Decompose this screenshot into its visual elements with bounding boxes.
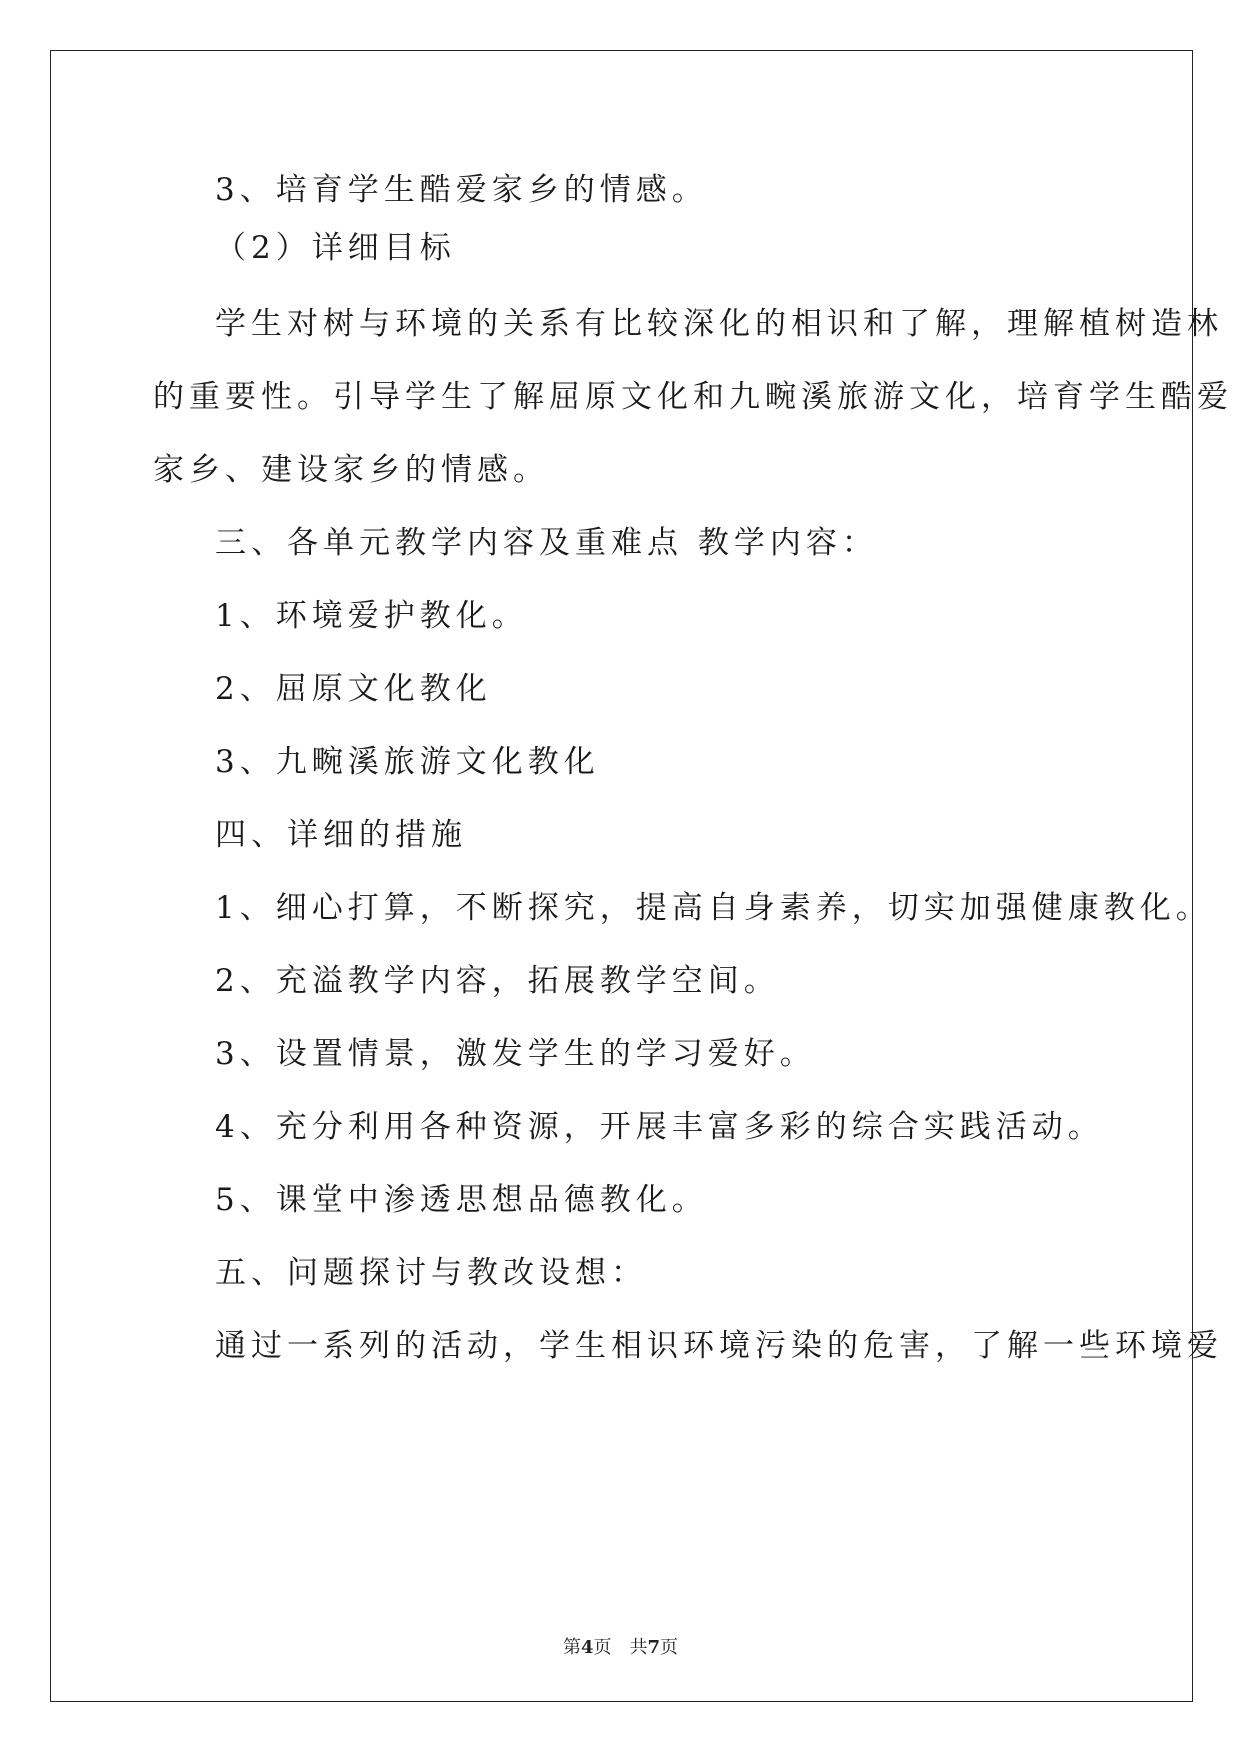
paragraph-line: 四、详细的措施 — [215, 817, 467, 853]
footer-total-suffix: 页 — [660, 1637, 679, 1658]
paragraph-line: 五、问题探讨与教改设想： — [215, 1255, 647, 1291]
page-border — [50, 50, 1193, 1702]
current-page-number: 4 — [580, 1637, 594, 1658]
paragraph-line: 3、培育学生酷爱家乡的情感。 — [215, 172, 708, 208]
paragraph-line: 4、充分利用各种资源，开展丰富多彩的综合实践活动。 — [215, 1109, 1104, 1145]
paragraph-line: 2、屈原文化教化 — [215, 671, 492, 707]
paragraph-line: （2）详细目标 — [215, 230, 456, 266]
paragraph-line: 3、设置情景，激发学生的学习爱好。 — [215, 1036, 816, 1072]
paragraph-line: 3、九畹溪旅游文化教化 — [215, 744, 600, 780]
footer-page-word: 页 — [593, 1637, 612, 1658]
paragraph-line: 2、充溢教学内容，拓展教学空间。 — [215, 963, 780, 999]
footer-total-prefix: 共 — [629, 1637, 648, 1658]
paragraph-line: 学生对树与环境的关系有比较深化的相识和了解，理解植树造林 — [215, 306, 1223, 342]
page-footer — [0, 1633, 1241, 1659]
footer-prefix: 第 — [562, 1637, 581, 1658]
paragraph-line: 家乡、建设家乡的情感。 — [153, 452, 549, 488]
paragraph-line: 通过一系列的活动，学生相识环境污染的危害，了解一些环境爱 — [215, 1328, 1223, 1364]
paragraph-line: 的重要性。引导学生了解屈原文化和九畹溪旅游文化，培育学生酷爱 — [153, 379, 1233, 415]
total-pages-number: 7 — [647, 1637, 661, 1658]
paragraph-line: 三、各单元教学内容及重难点 教学内容： — [215, 525, 878, 561]
paragraph-line: 5、课堂中渗透思想品德教化。 — [215, 1182, 708, 1218]
paragraph-line: 1、细心打算，不断探究，提高自身素养，切实加强健康教化。 — [215, 890, 1212, 926]
paragraph-line: 1、环境爱护教化。 — [215, 598, 528, 634]
